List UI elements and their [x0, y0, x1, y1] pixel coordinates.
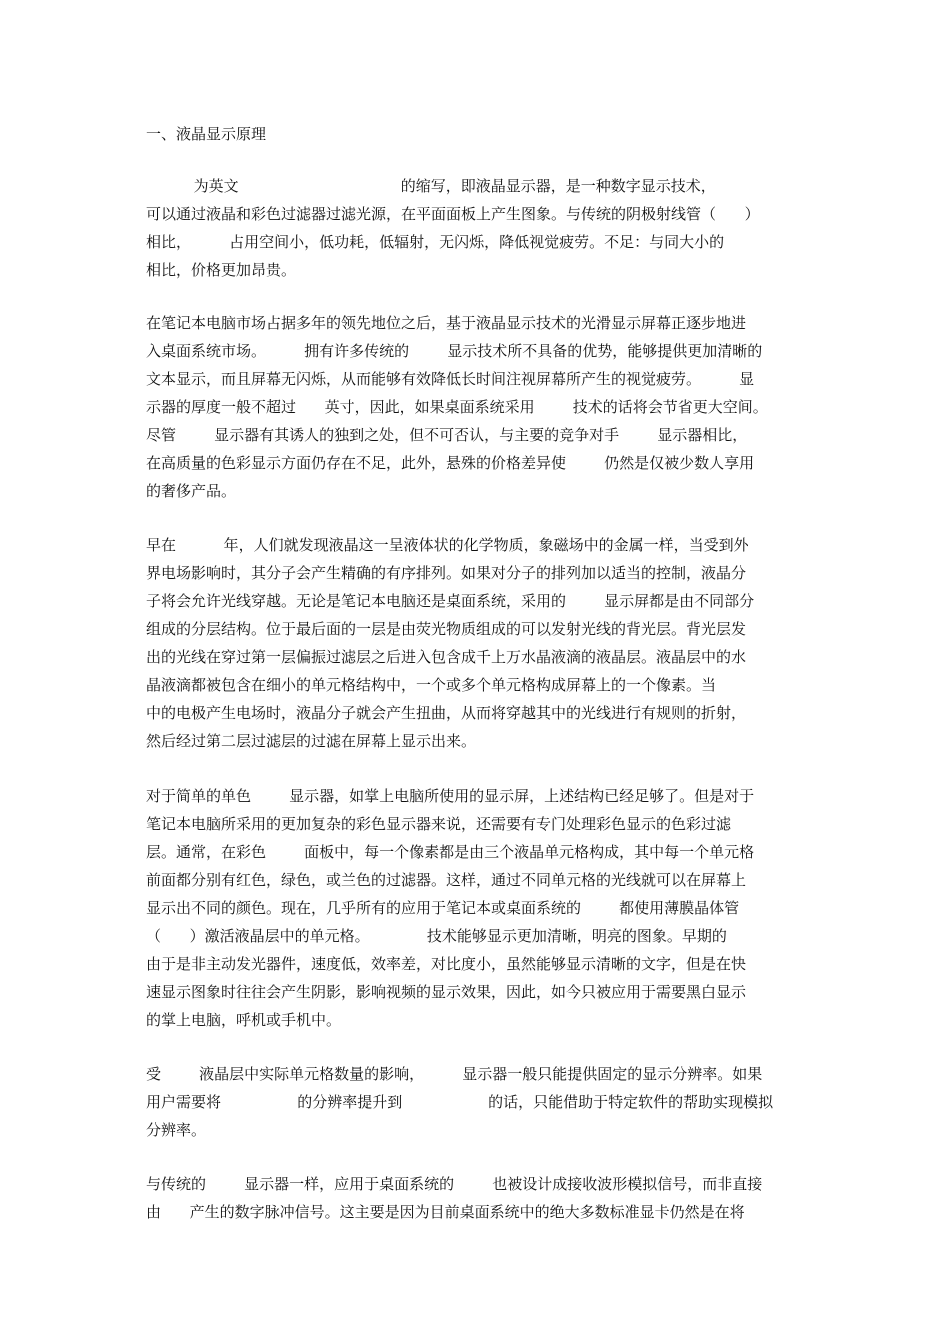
paragraph-4-line-4: 前面都分别有红色，绿色，或兰色的过滤器。这样，通过不同单元格的光线就可以在屏幕上: [146, 871, 747, 889]
paragraph-4-line-8: 速显示图象时往往会产生阴影，影响视频的显示效果，因此，如今只被应用于需要黑白显示: [146, 983, 747, 1001]
paragraph-2-line-3: 文本显示，而且屏幕无闪烁，从而能够有效降低长时间注视屏幕所产生的视觉疲劳。 显: [146, 370, 755, 388]
paragraph-4-line-1: 对于简单的单色 显示器，如掌上电脑所使用的显示屏，上述结构已经足够了。但是对于: [146, 787, 755, 805]
paragraph-3-line-8: 然后经过第二层过滤层的过滤在屏幕上显示出来。: [146, 732, 477, 750]
paragraph-3-line-7: 中的电极产生电场时，液晶分子就会产生扭曲，从而将穿越其中的光线进行有规则的折射，: [146, 704, 747, 722]
paragraph-2-line-2: 入桌面系统市场。 拥有许多传统的 显示技术所不具备的优势，能够提供更加清晰的: [146, 342, 763, 360]
section-heading: 一、液晶显示原理: [146, 125, 267, 143]
paragraph-3-line-1: 早在 年，人们就发现液晶这一呈液体状的化学物质，象磁场中的金属一样，当受到外: [146, 536, 749, 554]
paragraph-4-line-9: 的掌上电脑，呼机或手机中。: [146, 1011, 342, 1029]
paragraph-4-line-5: 显示出不同的颜色。现在，几乎所有的应用于笔记本或桌面系统的 都使用薄膜晶体管: [146, 899, 740, 917]
paragraph-3-line-6: 晶液滴都被包含在细小的单元格结构中，一个或多个单元格构成屏幕上的一个像素。当: [146, 676, 717, 694]
paragraph-1-line-4: 相比，价格更加昂贵。: [146, 261, 297, 279]
paragraph-5-line-2: 用户需要将 的分辨率提升到 的话，只能借助于特定软件的帮助实现模拟: [146, 1093, 774, 1111]
paragraph-1-line-3: 相比， 占用空间小，低功耗，低辐射，无闪烁，降低视觉疲劳。不足：与同大小的: [146, 233, 725, 251]
paragraph-5-line-3: 分辨率。: [146, 1121, 207, 1139]
paragraph-3-line-5: 出的光线在穿过第一层偏振过滤层之后进入包含成千上万水晶液滴的液晶层。液晶层中的水: [146, 648, 747, 666]
paragraph-2-line-4: 示器的厚度一般不超过 英寸，因此，如果桌面系统采用 技术的话将会节省更大空间。: [146, 398, 768, 416]
paragraph-2-line-1: 在笔记本电脑市场占据多年的领先地位之后，基于液晶显示技术的光滑显示屏幕正逐步地进: [146, 314, 747, 332]
paragraph-4-line-6: （ ）激活液晶层中的单元格。 技术能够显示更加清晰，明亮的图象。早期的: [146, 927, 727, 945]
paragraph-2-line-6: 在高质量的色彩显示方面仍存在不足，此外，悬殊的价格差异使 仍然是仅被少数人享用: [146, 454, 755, 472]
paragraph-4-line-2: 笔记本电脑所采用的更加复杂的彩色显示器来说，还需要有专门处理彩色显示的色彩过滤: [146, 815, 732, 833]
paragraph-4-line-7: 由于是非主动发光器件，速度低，效率差，对比度小，虽然能够显示清晰的文字，但是在快: [146, 955, 747, 973]
paragraph-4-line-3: 层。通常，在彩色 面板中，每一个像素都是由三个液晶单元格构成，其中每一个单元格: [146, 843, 755, 861]
paragraph-5-line-1: 受 液晶层中实际单元格数量的影响， 显示器一般只能提供固定的显示分辨率。如果: [146, 1065, 763, 1083]
paragraph-6-line-1: 与传统的 显示器一样，应用于桌面系统的 也被设计成接收波形模拟信号，而非直接: [146, 1175, 763, 1193]
paragraph-3-line-3: 子将会允许光线穿越。无论是笔记本电脑还是桌面系统，采用的 显示屏都是由不同部分: [146, 592, 755, 610]
paragraph-1-line-1: 为英文 的缩写，即液晶显示器，是一种数字显示技术，: [146, 177, 716, 195]
paragraph-3-line-2: 界电场影响时，其分子会产生精确的有序排列。如果对分子的排列加以适当的控制，液晶分: [146, 564, 747, 582]
paragraph-3-line-4: 组成的分层结构。位于最后面的一层是由荧光物质组成的可以发射光线的背光层。背光层发: [146, 620, 747, 638]
paragraph-2-line-5: 尽管 显示器有其诱人的独到之处，但不可否认，与主要的竞争对手 显示器相比，: [146, 426, 748, 444]
paragraph-1-line-2: 可以通过液晶和彩色过滤器过滤光源，在平面面板上产生图象。与传统的阴极射线管（ ）: [146, 205, 760, 223]
paragraph-6-line-2: 由 产生的数字脉冲信号。这主要是因为目前桌面系统中的绝大多数标准显卡仍然是在将: [146, 1203, 745, 1221]
paragraph-2-line-7: 的奢侈产品。: [146, 482, 237, 500]
